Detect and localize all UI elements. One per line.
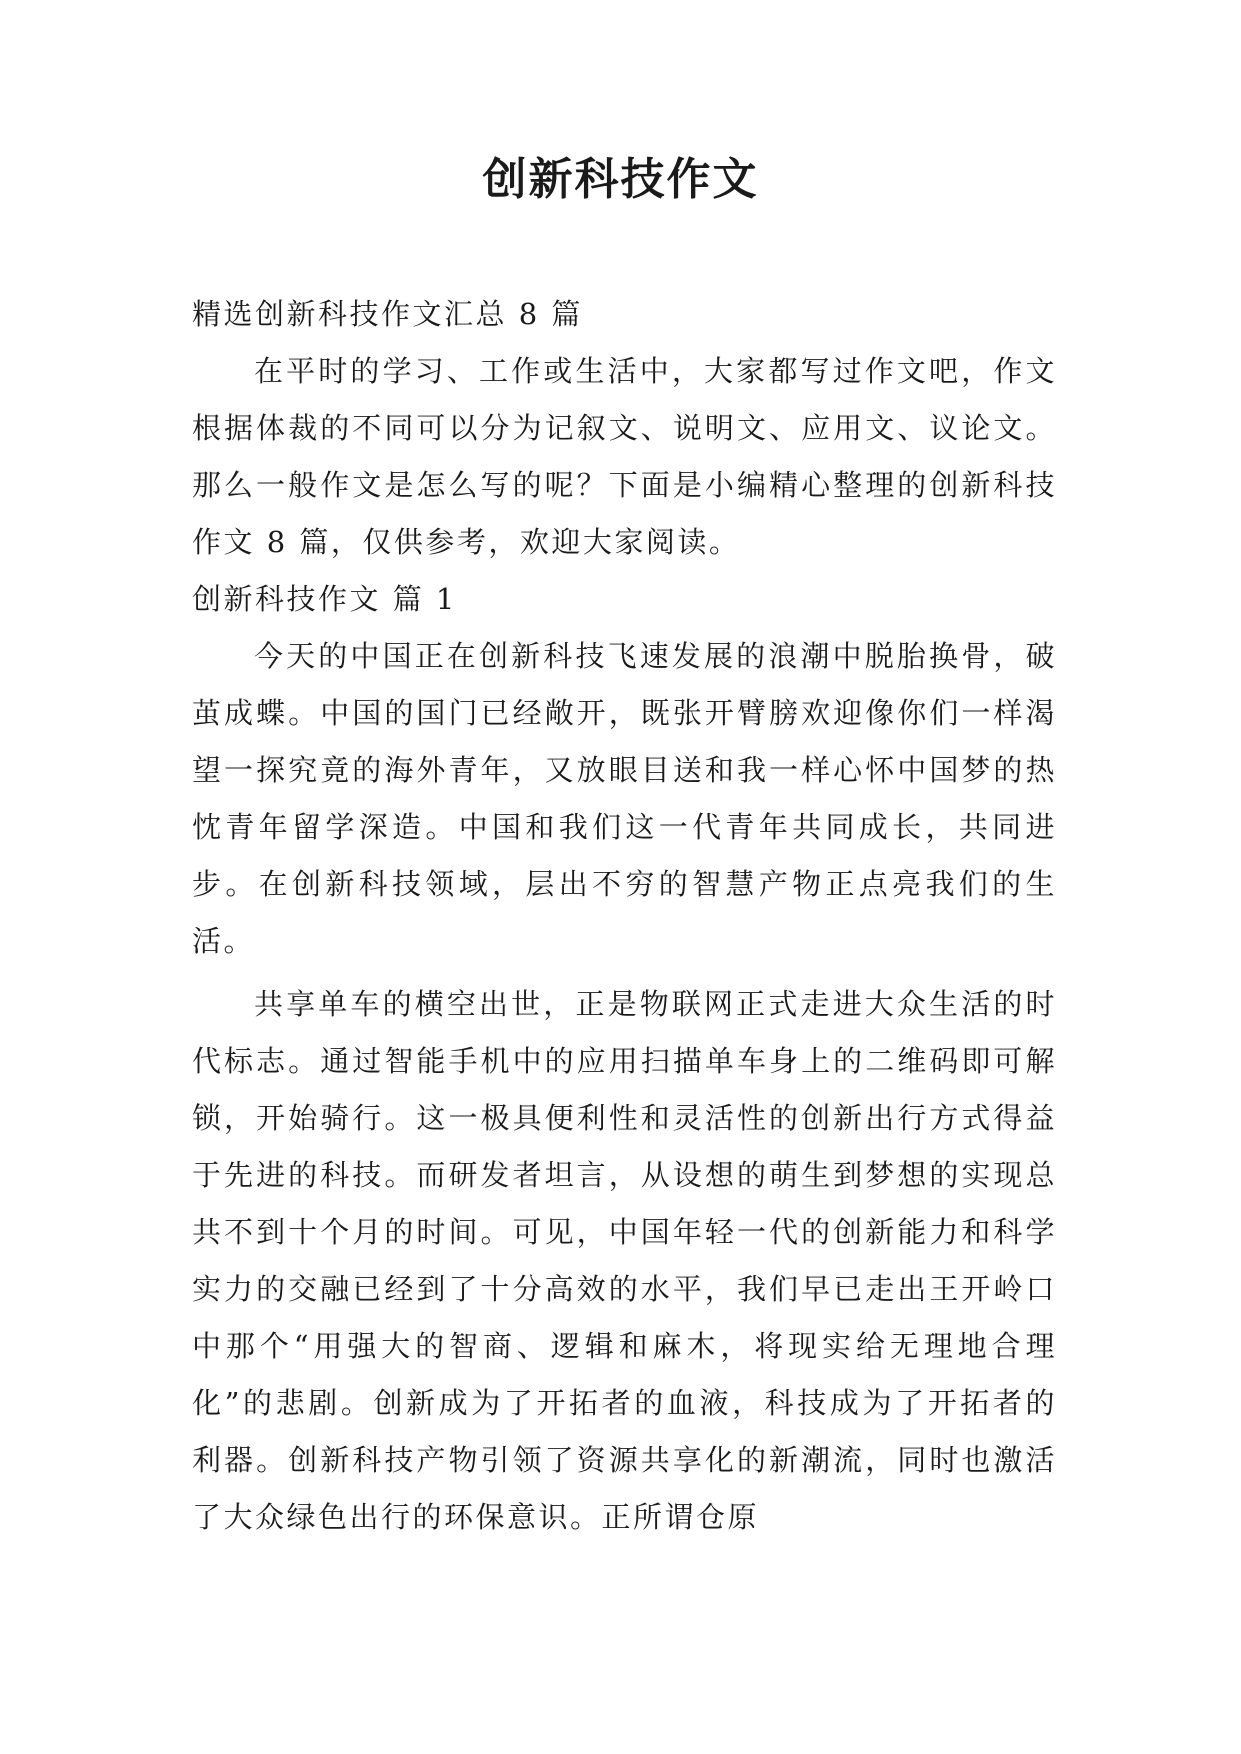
body-paragraph-2: 共享单车的横空出世，正是物联网正式走进大众生活的时代标志。通过智能手机中的应用扫描单车身上的二维码即可解锁，开始骑行。这一极具便利性和灵活性的创新出行方式得益于先进的科技。而研发者坦言，从设想的萌生到梦想的实现总共不到十个月的时间。可见，中国年轻一代的创新能力和科学实力的交融已经到了十分高效的水平，我们早已走出王开岭口中那个“用强大的智商、逻辑和麻木，将现实给无理地合理化”的悲剧。创新成为了开拓者的血液，科技成为了开拓者的利器。创新科技产物引领了资源共享化的新潮流，同时也激活了大众绿色出行的环保意识。正所谓仓原	[192, 987, 1057, 1534]
document-body	[192, 286, 1057, 1546]
document-title: 创新科技作文	[482, 154, 759, 205]
section-heading: 创新科技作文 篇 1	[192, 582, 457, 616]
document-subtitle: 精选创新科技作文汇总 8 篇	[192, 297, 583, 331]
intro-paragraph: 在平时的学习、工作或生活中，大家都写过作文吧，作文根据体裁的不同可以分为记叙文、说明文、应用文、议论文。那么一般作文是怎么写的呢？下面是小编精心整理的创新科技作文 8 篇，仅供参考，欢迎大家阅读。	[192, 354, 1057, 559]
body-paragraph-1: 今天的中国正在创新科技飞速发展的浪潮中脱胎换骨，破茧成蝶。中国的国门已经敞开，既张开臂膀欢迎像你们一样渴望一探究竟的海外青年，又放眼目送和我一样心怀中国梦的热忱青年留学深造。中国和我们这一代青年共同成长，共同进步。在创新科技领域，层出不穷的智慧产物正点亮我们的生活。	[192, 639, 1057, 958]
